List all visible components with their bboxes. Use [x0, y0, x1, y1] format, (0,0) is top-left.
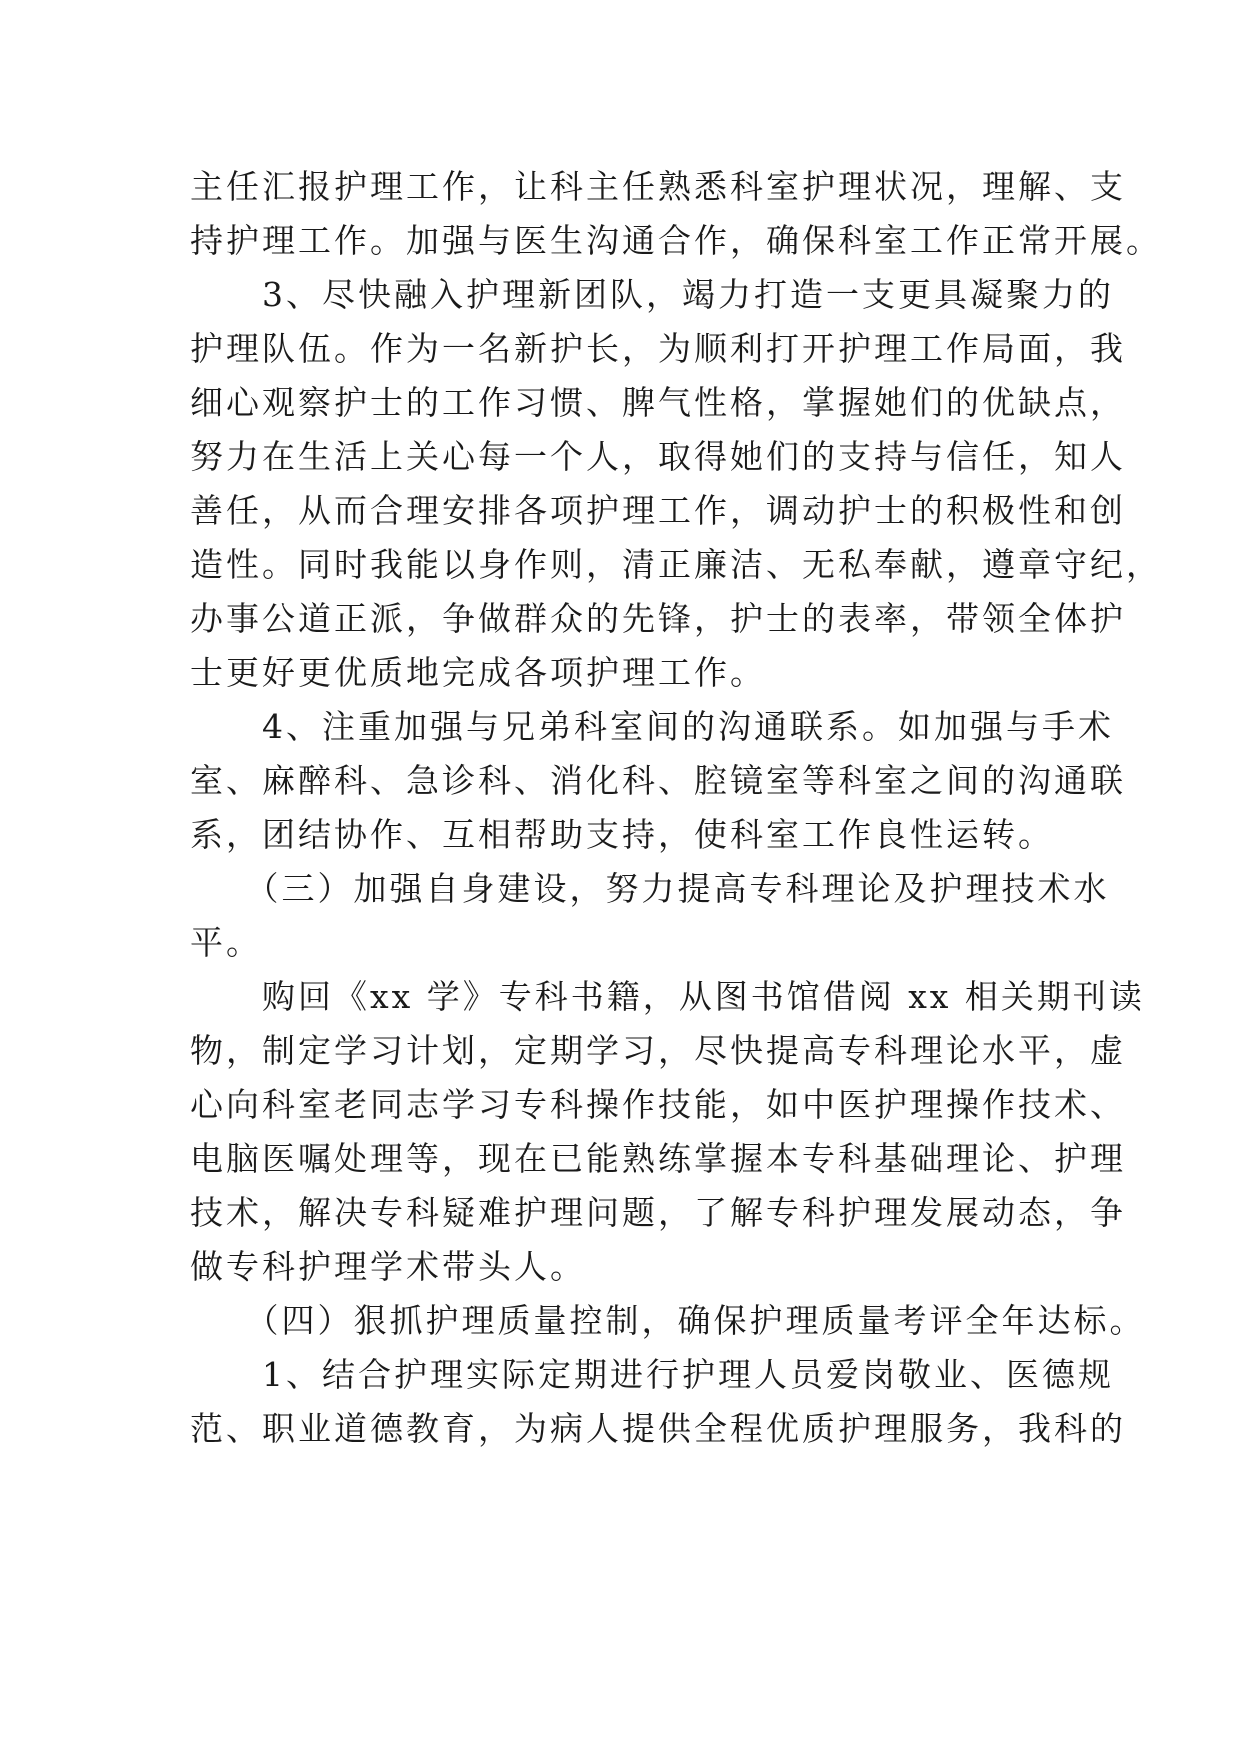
text-line: 努力在生活上关心每一个人，取得她们的支持与信任，知人	[190, 437, 1126, 476]
text-line: 心向科室老同志学习专科操作技能，如中医护理操作技术、	[190, 1085, 1126, 1124]
text-line: 造性。同时我能以身作则，清正廉洁、无私奉献，遵章守纪，	[190, 545, 1162, 584]
text-line: 系，团结协作、互相帮助支持，使科室工作良性运转。	[190, 815, 1054, 854]
text-line: 士更好更优质地完成各项护理工作。	[190, 653, 766, 692]
text-line: 4、注重加强与兄弟科室间的沟通联系。如加强与手术	[190, 707, 1114, 746]
text-line: 购回《xx 学》专科书籍，从图书馆借阅 xx 相关期刊读	[190, 977, 1145, 1016]
text-line: 平。	[190, 923, 262, 962]
text-line: 室、麻醉科、急诊科、消化科、腔镜室等科室之间的沟通联	[190, 761, 1126, 800]
text-line: 持护理工作。加强与医生沟通合作，确保科室工作正常开展。	[190, 221, 1162, 260]
text-line: 做专科护理学术带头人。	[190, 1247, 586, 1286]
text-line: 善任，从而合理安排各项护理工作，调动护士的积极性和创	[190, 491, 1126, 530]
text-line: 3、尽快融入护理新团队，竭力打造一支更具凝聚力的	[190, 275, 1114, 314]
text-line: （四）狠抓护理质量控制，确保护理质量考评全年达标。	[190, 1301, 1146, 1340]
text-line: 主任汇报护理工作，让科主任熟悉科室护理状况，理解、支	[190, 167, 1126, 206]
text-line: 办事公道正派，争做群众的先锋，护士的表率，带领全体护	[190, 599, 1126, 638]
text-line: 技术，解决专科疑难护理问题，了解专科护理发展动态，争	[190, 1193, 1126, 1232]
text-line: （三）加强自身建设，努力提高专科理论及护理技术水	[190, 869, 1110, 908]
text-line: 1、结合护理实际定期进行护理人员爱岗敬业、医德规	[190, 1355, 1114, 1394]
text-line: 电脑医嘱处理等，现在已能熟练掌握本专科基础理论、护理	[190, 1139, 1126, 1178]
text-line: 细心观察护士的工作习惯、脾气性格，掌握她们的优缺点，	[190, 383, 1126, 422]
text-line: 物，制定学习计划，定期学习，尽快提高专科理论水平，虚	[190, 1031, 1126, 1070]
text-line: 护理队伍。作为一名新护长，为顺利打开护理工作局面，我	[190, 329, 1126, 368]
document-body	[190, 160, 1162, 1456]
text-line: 范、职业道德教育，为病人提供全程优质护理服务，我科的	[190, 1409, 1126, 1448]
